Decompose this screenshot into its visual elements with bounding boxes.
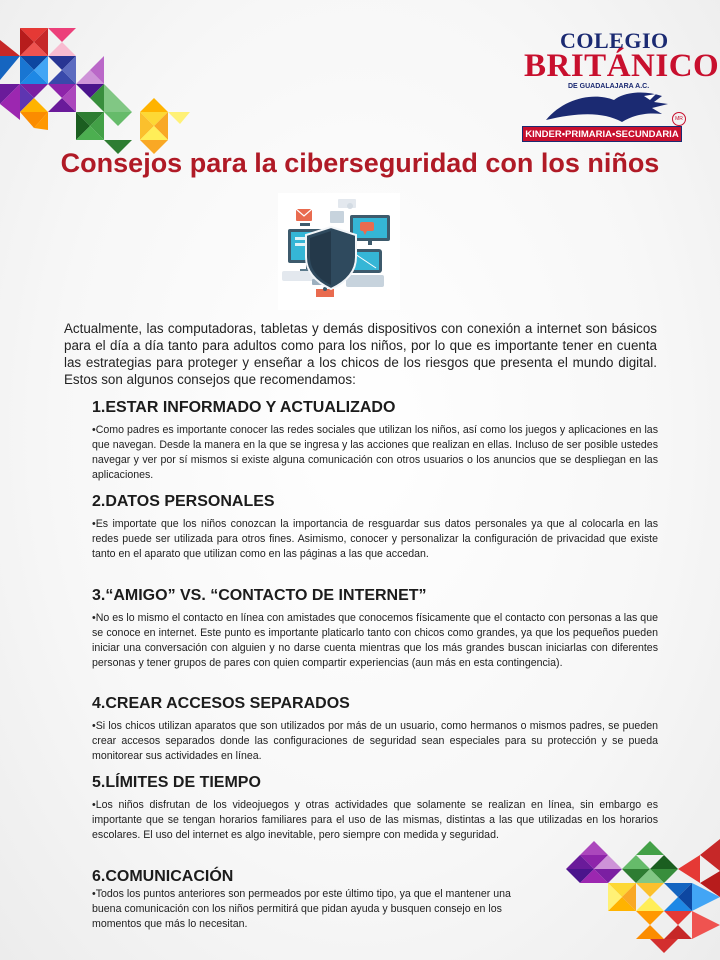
- registered-mark: MR: [672, 112, 686, 126]
- section-heading: 1.ESTAR INFORMADO Y ACTUALIZADO: [92, 399, 396, 416]
- section-text: •No es lo mismo el contacto en línea con amistades que conocemos físicamente que el contacto con personas a las que se conoce en internet. Este punto es importante platicarlo tanto con chicos como grandes, ya que los pequeños pueden iniciar una conversación con alguien y no darse cuenta mientras que los más grandes buscan iniciarlas con diferentes personas y tener grupos de pares con quien compartir experiencias (aun más en esta contingencia).: [92, 612, 658, 669]
- logo-line-colegio: COLEGIO: [560, 28, 669, 53]
- logo-line-britanico: BRITÁNICO: [524, 48, 720, 84]
- section-heading: 5.LÍMITES DE TIEMPO: [92, 774, 261, 791]
- section-3: [92, 586, 658, 671]
- section-2: [92, 492, 658, 562]
- logo-levels-banner: KINDER•PRIMARIA•SECUNDARIA: [522, 126, 682, 142]
- decorative-triangles-top-left: [0, 20, 200, 160]
- logo-line-guadalajara: DE GUADALAJARA A.C.: [568, 83, 650, 90]
- section-5: [92, 773, 658, 843]
- section-heading: 4.CREAR ACCESOS SEPARADOS: [92, 695, 350, 712]
- section-text: •Los niños disfrutan de los videojuegos y otras actividades que solamente se realizan en línea, sin embargo es importante que se tengan horarios familiares para el uso de las mismas, distintas a las que utilizadas en los horarios escolares. El uso del internet es algo inevitable, pero siempre con medida y seguridad.: [92, 799, 658, 841]
- intro-paragraph: Actualmente, las computadoras, tabletas y demás dispositivos con conexión a internet son básicos para el día a día tanto para adultos como para los niños, por lo que es importante tener en cuenta las estrategias para proteger y enseñar a los chicos de los riesgos que presenta el mundo digital. Estos son algunos consejos que recomendamos:: [64, 321, 657, 387]
- section-text: •Si los chicos utilizan aparatos que son utilizados por más de un usuario, como hermanos o mismos padres, se pueden crear accesos separados donde las configuraciones de seguridad sean especiales para su protección y se pueda monitorear sus actividades en línea.: [92, 720, 658, 762]
- section-text: •Como padres es importante conocer las redes sociales que utilizan los niños, así como los juegos y aplicaciones en las que navegan. Desde la manera en la que se ingresa y las acciones que realizan en ellas. Incluso de ser posible ustedes navegar y ver por sí mismos si existe alguna comunicación con otros usuarios o los anuncios que se despliegan en las aplicaciones.: [92, 424, 658, 481]
- page-title: Consejos para la ciberseguridad con los niños: [60, 148, 660, 178]
- section-text: •Es importate que los niños conozcan la importancia de resguardar sus datos personales ya que al colocarla en las redes puede ser utilizada para otros fines. Asimismo, conocer y personalizar la configuración de privacidad que existe tanto en el aparato que utilizan como en las páginas a las que accedan.: [92, 518, 658, 560]
- decorative-triangles-bottom-right: [550, 835, 720, 960]
- section-text: •Todos los puntos anteriores son permeados por este último tipo, ya que el mantener una buena comunicación con los niños permitirá que pidan ayuda y busquen consejo en los momentos que más lo necesitan.: [92, 888, 511, 930]
- section-heading: 2.DATOS PERSONALES: [92, 493, 275, 510]
- section-heading: 6.COMUNICACIÓN: [92, 868, 234, 885]
- eagle-icon: [544, 90, 674, 124]
- section-1: [92, 398, 658, 483]
- section-4: [92, 694, 658, 764]
- cybersecurity-shield-devices-icon: [278, 193, 400, 310]
- section-heading: 3.“AMIGO” VS. “CONTACTO DE INTERNET”: [92, 587, 427, 604]
- school-logo: [520, 28, 720, 146]
